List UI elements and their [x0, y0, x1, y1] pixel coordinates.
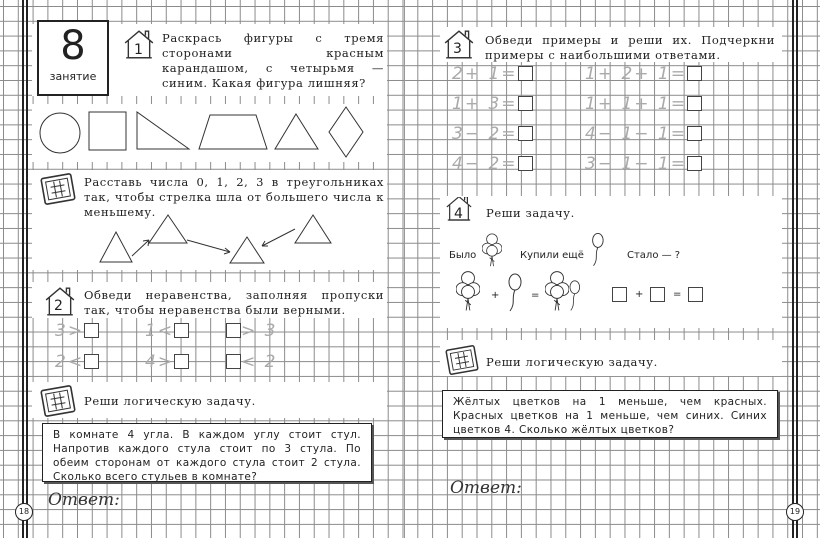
answer-box[interactable]: [688, 287, 703, 302]
answer-box[interactable]: [174, 323, 189, 338]
inequality-left: 3>: [55, 321, 85, 341]
margin-line: [22, 0, 24, 538]
inequality-left: 2<: [55, 352, 85, 372]
bought-label: Купили ещё: [520, 250, 584, 261]
answer-box[interactable]: [226, 354, 241, 369]
example: [452, 94, 533, 114]
answer-box[interactable]: [687, 156, 702, 171]
answer-box[interactable]: [518, 156, 533, 171]
example: [452, 64, 533, 84]
example-text: 4− 2=: [452, 154, 518, 174]
inequality-left: 1<: [145, 321, 175, 341]
example-text: 3− 1− 1=: [585, 154, 687, 174]
task2-text: Обведи неравенства, заполняя пропуски так, чтобы неравенства были верными.: [84, 288, 384, 317]
plus-sign: +: [491, 290, 500, 301]
triangle-1: [100, 232, 132, 262]
lesson-badge: [37, 20, 109, 96]
example-text: 1+ 2+ 1=: [585, 64, 687, 84]
lesson-label: занятие: [49, 70, 97, 83]
inequality: [145, 352, 189, 372]
task4-title: Реши задачу.: [486, 206, 575, 220]
task-number: 3: [453, 41, 462, 57]
puzzle1-text: Расставь числа 0, 1, 2, 3 в треугольниках так, чтобы стрелка шла от большего числа к меньшему.: [84, 175, 384, 219]
inequality: [226, 352, 277, 372]
answer-box[interactable]: [687, 66, 702, 81]
puzzle-text: Жёлтых цветков на 1 меньше, чем красных. Красных цветков на 1 меньше, чем синих. Синих цветков 4. Сколько жёлтых цветков?: [442, 390, 778, 438]
example-text: 2+ 1=: [452, 64, 518, 84]
answer-box[interactable]: [518, 126, 533, 141]
inequality: [55, 321, 99, 341]
triangles-diagram: [95, 212, 340, 267]
arrow-3: [262, 229, 295, 246]
right-triangle-shape: [137, 112, 189, 149]
puzzle-title: Реши логическую задачу.: [486, 355, 658, 369]
balloon-icon: [590, 232, 604, 268]
balloon-icon: [506, 273, 522, 313]
inequality-right: > 3: [241, 321, 278, 341]
example-text: 3− 2=: [452, 124, 518, 144]
balloon-icon: [566, 280, 582, 312]
task-number: 4: [454, 206, 463, 222]
task1-text: Раскрась фигуры с тремя сторонами красным карандашом, с четырьмя — синим. Какая фигура лишняя?: [162, 31, 384, 90]
became-label: Стало — ?: [627, 250, 681, 261]
task-number: 2: [54, 298, 63, 314]
answer-box[interactable]: [518, 96, 533, 111]
page-fold: [404, 0, 405, 538]
task3-text: Обведи примеры и реши их. Подчеркни примеры с наибольшими ответами.: [485, 33, 775, 62]
example-text: 1+ 1+ 1=: [585, 94, 687, 114]
rhombus-shape: [329, 107, 363, 157]
answer-box[interactable]: [84, 323, 99, 338]
page-number: 18: [15, 503, 33, 521]
inequality: [226, 321, 277, 341]
answer-box[interactable]: [612, 287, 627, 302]
answer-box[interactable]: [687, 96, 702, 111]
balloons-bunch-icon: [456, 268, 480, 314]
triangle-shape: [275, 114, 318, 149]
answer-box[interactable]: [650, 287, 665, 302]
lesson-number: 8: [60, 23, 86, 69]
example: [452, 154, 533, 174]
answer-box[interactable]: [687, 126, 702, 141]
answer-label: Ответ:: [48, 490, 120, 510]
square-shape: [89, 112, 126, 150]
example: [452, 124, 533, 144]
equals-sign: =: [673, 289, 682, 300]
puzzle2-text: В комнате 4 угла. В каждом углу стоит стул. Напротив каждого стула стоит по 3 стула. По обеим сторонам от каждого стула стоит 2 стула. Сколько всего стульев в комнате?: [42, 423, 372, 482]
arrow-2: [187, 240, 230, 254]
balloons-bunch-icon: [482, 230, 502, 270]
answer-box[interactable]: [84, 354, 99, 369]
arrow-1: [132, 240, 149, 256]
triangle-4: [295, 215, 331, 243]
inequality: [145, 321, 189, 341]
inequality: [55, 352, 99, 372]
answer-label: Ответ:: [450, 478, 522, 498]
equals-sign: =: [531, 290, 540, 301]
example: [585, 94, 702, 114]
answer-box[interactable]: [174, 354, 189, 369]
task-number: 1: [134, 42, 143, 58]
example: [585, 154, 702, 174]
example-text: 4− 1− 1=: [585, 124, 687, 144]
puzzle-icon: [40, 172, 76, 206]
answer-box[interactable]: [518, 66, 533, 81]
margin-line: [796, 0, 798, 538]
example-text: 1+ 3=: [452, 94, 518, 114]
circle-shape: [40, 113, 80, 153]
puzzle-icon: [40, 384, 76, 418]
inequality-right: < 2: [241, 352, 278, 372]
puzzle2-title: Реши логическую задачу.: [84, 394, 256, 408]
example: [585, 124, 702, 144]
margin-line: [792, 0, 794, 538]
margin-line: [26, 0, 28, 538]
example: [585, 64, 702, 84]
triangle-3: [230, 237, 264, 263]
answer-box[interactable]: [226, 323, 241, 338]
trapezoid-shape: [199, 115, 267, 149]
triangle-2: [149, 215, 187, 243]
inequality-left: 4>: [145, 352, 175, 372]
shapes-row: [32, 100, 387, 165]
page-number: 19: [786, 503, 804, 521]
puzzle-icon: [444, 344, 480, 376]
was-label: Было: [449, 250, 477, 261]
plus-sign: +: [635, 289, 644, 300]
